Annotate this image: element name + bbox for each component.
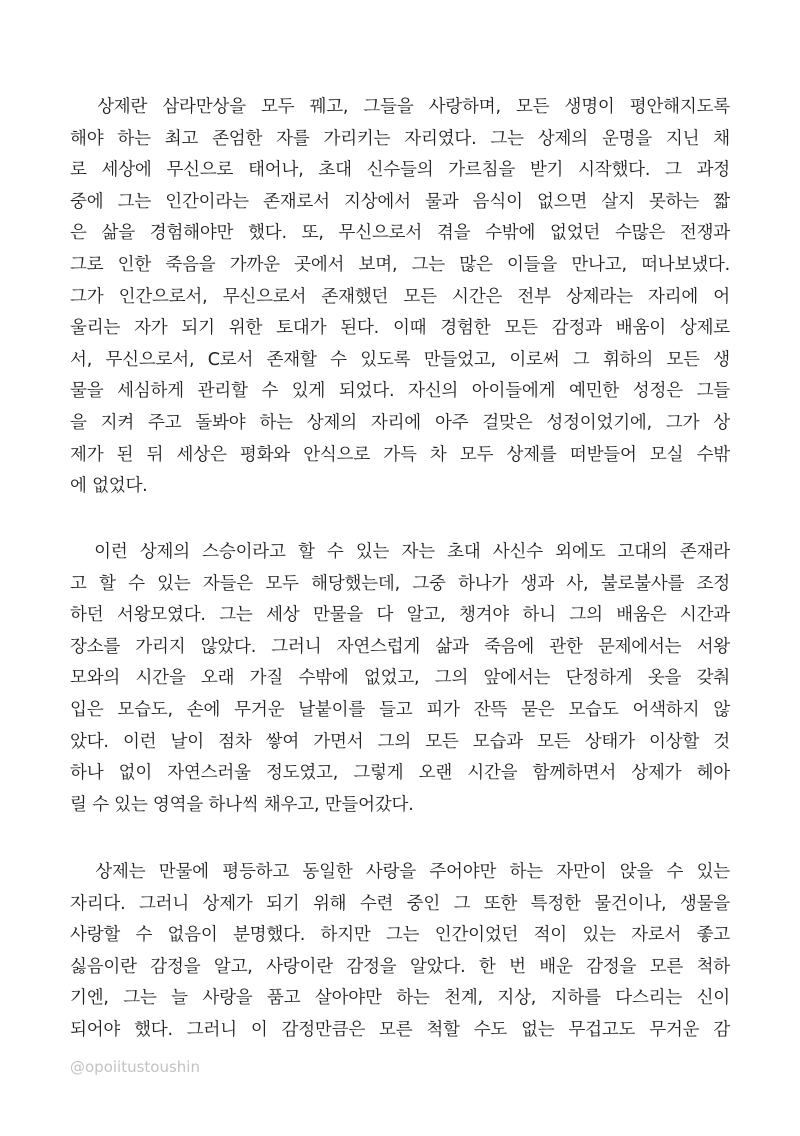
text-line: 은 삶을 경험해야만 했다. 또, 무신으로서 겪을 수밖에 없었던 수많은 전쟁과 <box>70 223 730 244</box>
text-line: 해야 하는 최고 존엄한 자를 가리키는 자리였다. 그는 상제의 운명을 지닌 채 <box>70 128 730 149</box>
text-line: 입은 모습도, 손에 무거운 날붙이를 들고 피가 잔뜩 묻은 모습도 어색하지 않 <box>70 699 730 720</box>
text-line: 았다. 이런 날이 점차 쌓여 가면서 그의 모든 모습과 모든 상태가 이상할 것 <box>70 731 730 752</box>
text-line: 상제란 삼라만상을 모두 꿰고, 그들을 사랑하며, 모든 생명이 평안해지도록 <box>70 97 730 117</box>
text-line: 자리다. 그러니 상제가 되기 위해 수련 중인 그 또한 특정한 물건이나, 생물을 <box>70 893 730 914</box>
text-line: 기엔, 그는 늘 사랑을 품고 살아야만 하는 천계, 지상, 지하를 다스리는 신이 <box>70 988 730 1009</box>
text-line: 에 없었다. <box>70 476 148 497</box>
paragraph-1 <box>70 92 730 503</box>
text-line: 중에 그는 인간이라는 존재로서 지상에서 물과 음식이 없으면 살지 못하는 짧 <box>70 191 730 212</box>
text-line: 되어야 했다. 그러니 이 감정만큼은 모른 척할 수도 없는 무겁고도 무거운 감 <box>70 1019 730 1040</box>
text-line: 상제는 만물에 평등하고 동일한 사랑을 주어야만 하는 자만이 앉을 수 있는 <box>70 862 730 882</box>
text-line: 릴 수 있는 영역을 하나씩 채우고, 만들어갔다. <box>70 794 414 815</box>
text-line: 싫음이란 감정을 알고, 사랑이란 감정을 알았다. 한 번 배운 감정을 모른 척하 <box>70 956 730 977</box>
text-line: 울리는 자가 되기 위한 토대가 된다. 이때 경험한 모든 감정과 배움이 상제로 <box>70 318 730 339</box>
text-line: 장소를 가리지 않았다. 그러니 자연스럽게 삶과 죽음에 관한 문제에서는 서왕 <box>70 636 730 657</box>
paragraph-3 <box>70 857 730 1047</box>
text-line: 모와의 시간을 오래 가질 수밖에 없었고, 그의 앞에서는 단정하게 옷을 갖춰 <box>70 668 730 689</box>
text-line: 고 할 수 있는 자들은 모두 해당했는데, 그중 하나가 생과 사, 불로불사를 조정 <box>70 573 730 594</box>
text-line: 로 세상에 무신으로 태어나, 초대 신수들의 가르침을 받기 시작했다. 그 과정 <box>70 160 730 181</box>
paragraph-2 <box>70 537 730 821</box>
author-watermark: @opoiitustoushin <box>70 1058 200 1076</box>
text-line: 그가 인간으로서, 무신으로서 존재했던 모든 시간은 전부 상제라는 자리에 어 <box>70 286 730 307</box>
text-line: 을 지켜 주고 돌봐야 하는 상제의 자리에 아주 걸맞은 성정이었기에, 그가 상 <box>70 412 730 433</box>
text-line: 제가 된 뒤 세상은 평화와 안식으로 가득 차 모두 상제를 떠받들어 모실 수밖 <box>70 444 730 465</box>
text-line: 물을 세심하게 관리할 수 있게 되었다. 자신의 아이들에게 예민한 성정은 그들 <box>70 381 730 402</box>
text-line: 하던 서왕모였다. 그는 세상 만물을 다 알고, 챙겨야 하니 그의 배움은 시간과 <box>70 605 730 626</box>
text-line: 사랑할 수 없음이 분명했다. 하지만 그는 인간이었던 적이 있는 자로서 좋고 <box>70 925 730 946</box>
text-line: 하나 없이 자연스러울 정도였고, 그렇게 오랜 시간을 함께하면서 상제가 헤아 <box>70 763 730 784</box>
text-line: 이런 상제의 스승이라고 할 수 있는 자는 초대 사신수 외에도 고대의 존재라 <box>70 542 730 562</box>
text-line: 서, 무신으로서, C로서 존재할 수 있도록 만들었고, 이로써 그 휘하의 모든 생 <box>70 349 730 370</box>
text-line: 그로 인한 죽음을 가까운 곳에서 보며, 그는 많은 이들을 만나고, 떠나보냈다. <box>70 254 730 275</box>
